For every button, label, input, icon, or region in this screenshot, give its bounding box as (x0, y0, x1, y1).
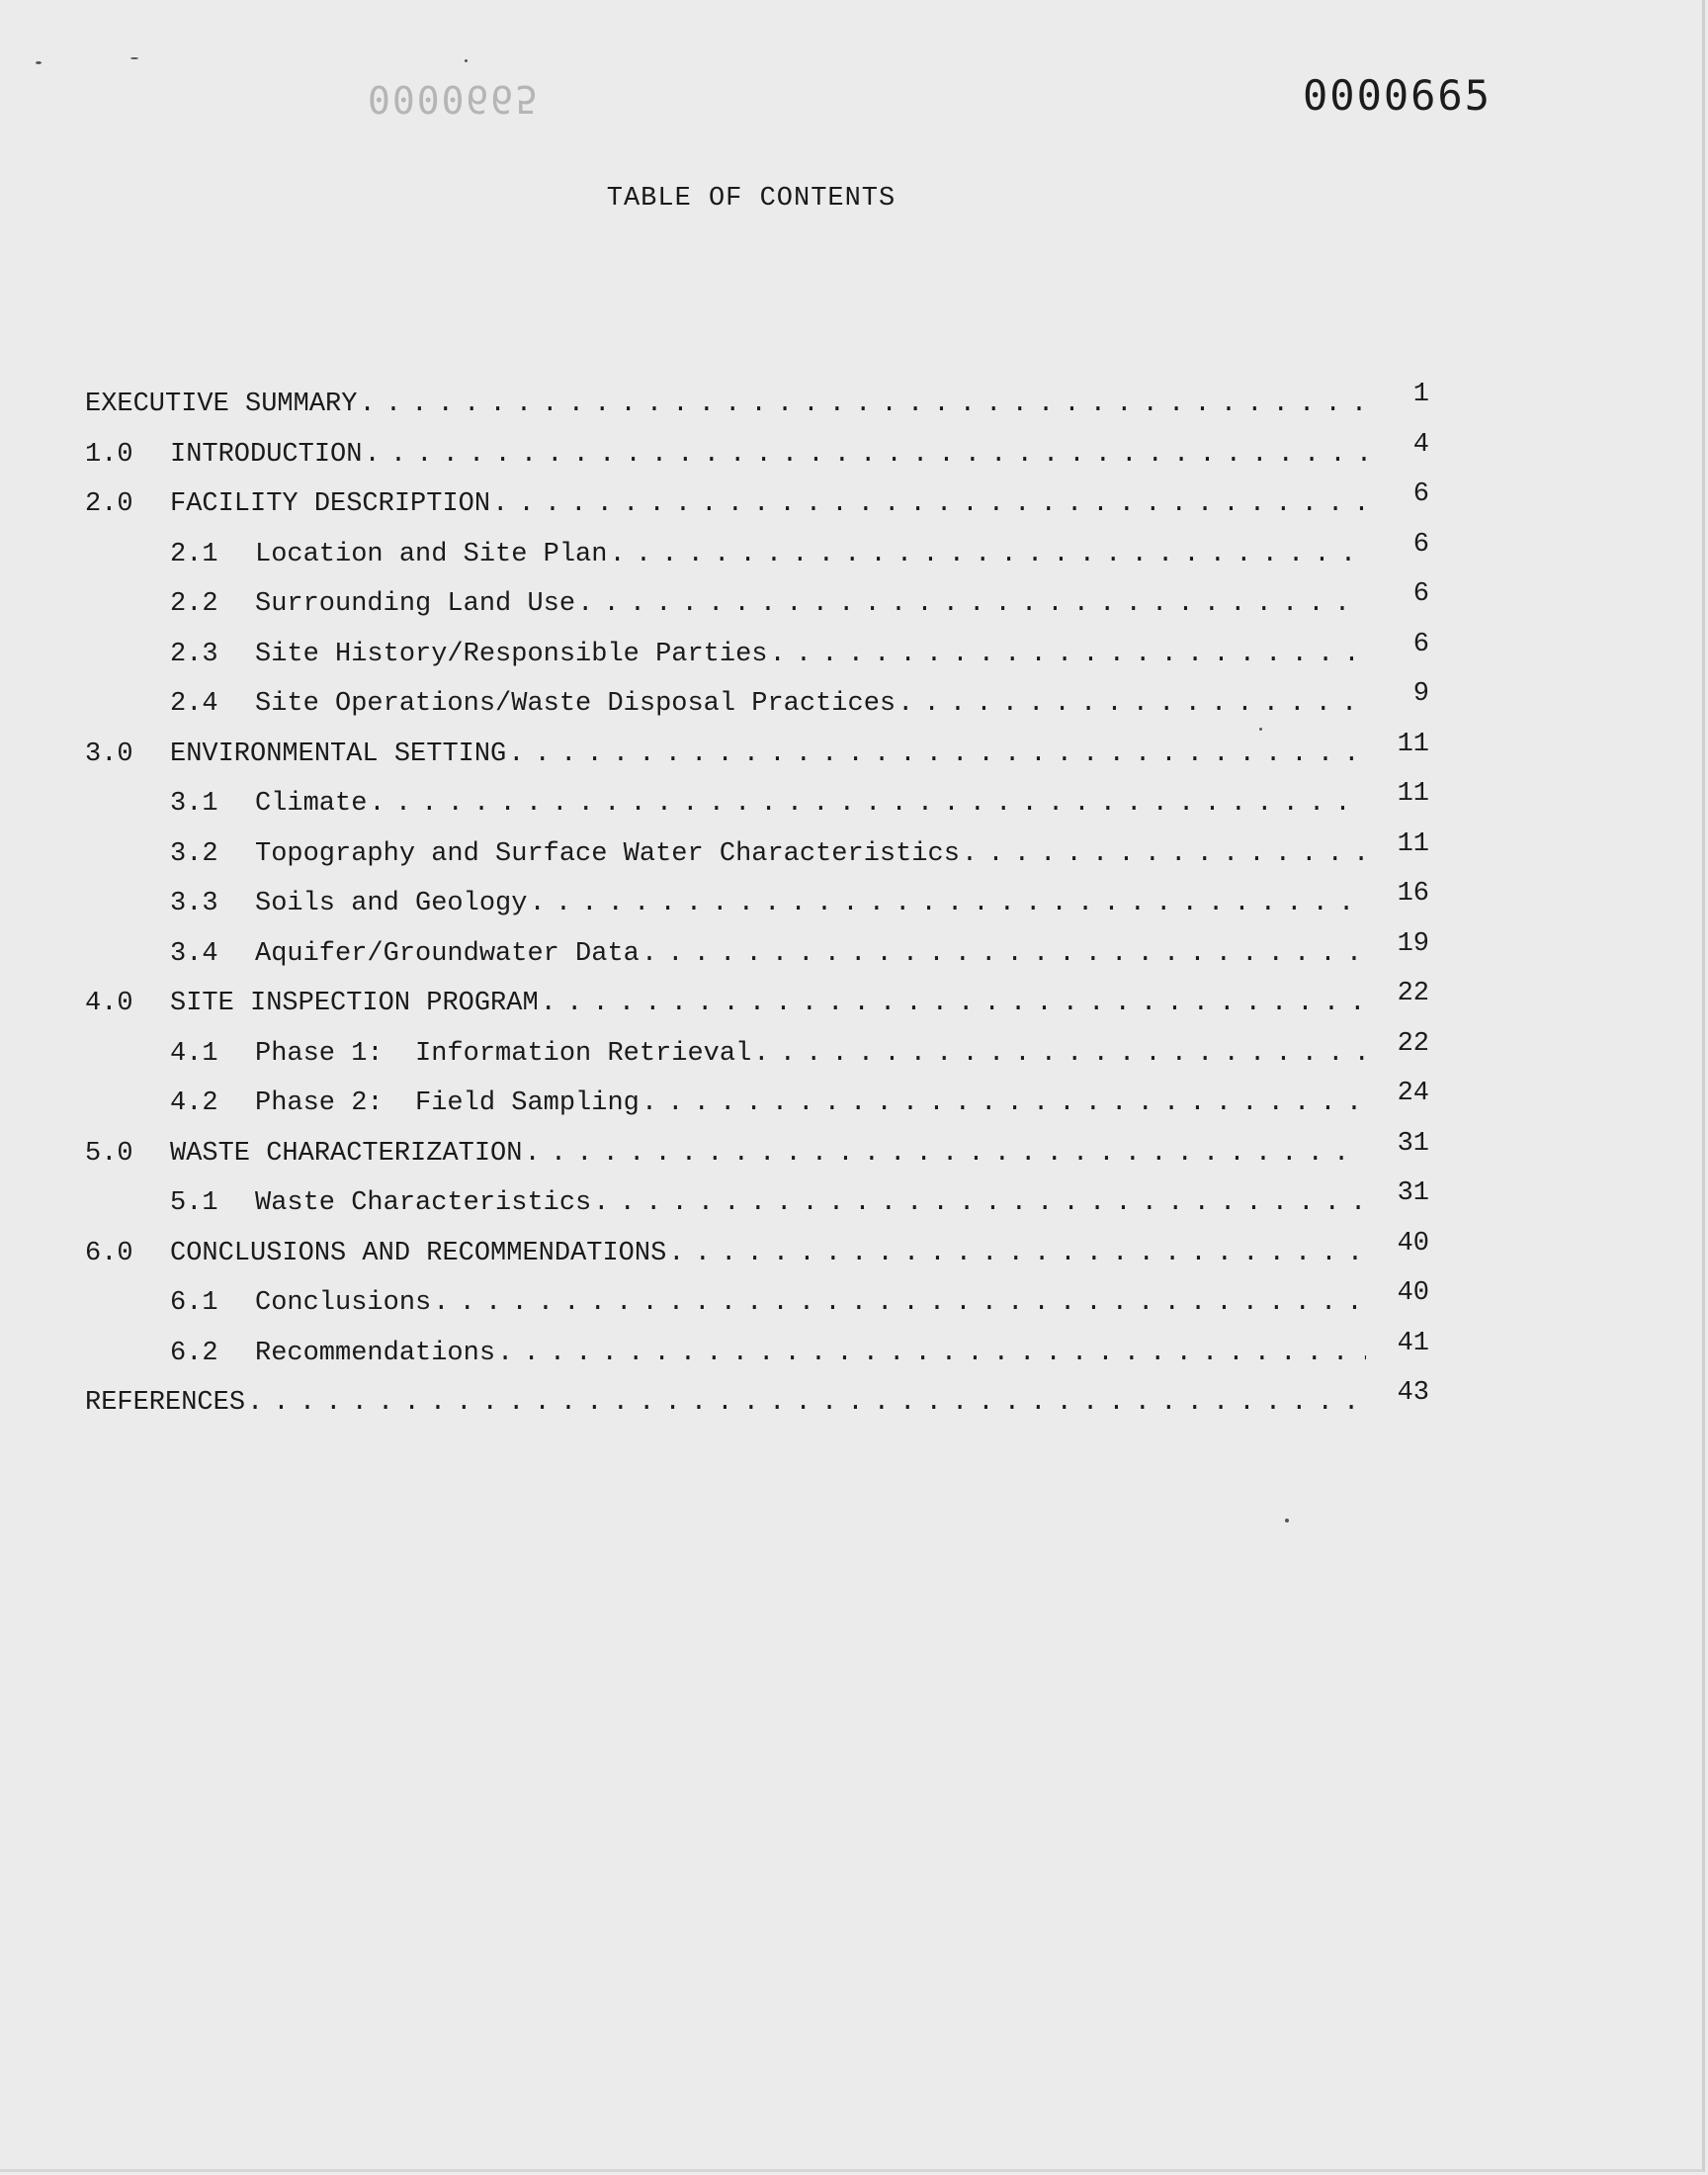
table-of-contents (85, 380, 1429, 1438)
toc-page-number: 16 (1397, 879, 1429, 909)
toc-section-number: 6.1 (170, 1288, 218, 1318)
dot-leader (593, 1188, 1366, 1218)
scan-speck (130, 57, 138, 59)
toc-entry (85, 928, 1429, 990)
toc-page-number: 6 (1412, 579, 1429, 609)
toc-page-number: 22 (1397, 1028, 1429, 1059)
dot-leader (364, 440, 1366, 470)
toc-section-title: Waste Characteristics (255, 1188, 592, 1218)
toc-page-number: 31 (1397, 1178, 1429, 1208)
toc-page-number: 24 (1397, 1079, 1429, 1108)
toc-section-number: 6.0 (85, 1238, 133, 1268)
toc-section-number: 2.3 (170, 639, 218, 669)
toc-section-title: Topography and Surface Water Characteristics (255, 838, 960, 869)
toc-section-title: WASTE CHARACTERIZATION (170, 1138, 523, 1169)
toc-section-number: 3.3 (170, 889, 218, 918)
toc-section-number: 2.0 (85, 489, 133, 519)
scan-speck (1259, 728, 1262, 731)
toc-page-number: 11 (1397, 828, 1429, 859)
toc-entry (85, 579, 1429, 640)
toc-page-number: 9 (1412, 679, 1429, 709)
toc-page-number: 1 (1412, 380, 1429, 409)
toc-page-number: 43 (1397, 1378, 1429, 1408)
scan-speck (465, 59, 468, 62)
toc-entry (85, 1028, 1429, 1089)
toc-entry (85, 679, 1429, 740)
toc-page-number: 4 (1412, 429, 1429, 460)
toc-section-title: INTRODUCTION (170, 439, 363, 470)
toc-entry (85, 429, 1429, 490)
toc-section-title: Conclusions (255, 1288, 432, 1318)
toc-section-number: 3.1 (170, 789, 218, 819)
toc-section-title: Soils and Geology (255, 889, 528, 918)
dot-leader (897, 689, 1366, 719)
dot-leader (668, 1239, 1366, 1268)
toc-section-title: Phase 2: Field Sampling (255, 1088, 640, 1118)
toc-entry (85, 729, 1429, 790)
toc-section-title: Site Operations/Waste Disposal Practices (255, 689, 897, 719)
toc-section-number: 4.1 (170, 1038, 218, 1069)
dot-leader (247, 1388, 1366, 1418)
toc-entry (85, 828, 1429, 890)
toc-section-title: REFERENCES (85, 1388, 246, 1418)
toc-entry (85, 1328, 1429, 1389)
toc-entry (85, 1278, 1429, 1339)
page-title: TABLE OF CONTENTS (606, 184, 897, 214)
toc-page-number: 40 (1397, 1278, 1429, 1308)
toc-section-title: Aquifer/Groundwater Data (255, 938, 640, 969)
scan-speck (1285, 1519, 1289, 1522)
toc-entry (85, 479, 1429, 540)
toc-entry (85, 1378, 1429, 1438)
toc-section-title: FACILITY DESCRIPTION (170, 489, 491, 519)
toc-section-number: 4.2 (170, 1088, 218, 1118)
toc-section-title: EXECUTIVE SUMMARY (85, 390, 358, 419)
toc-section-title: ENVIRONMENTAL SETTING (170, 739, 507, 769)
toc-page-number: 19 (1397, 928, 1429, 959)
toc-page-number: 11 (1397, 729, 1429, 759)
toc-section-number: 6.2 (170, 1338, 218, 1368)
toc-page-number: 6 (1412, 529, 1429, 560)
toc-section-number: 5.0 (85, 1138, 133, 1169)
toc-page-number: 6 (1412, 629, 1429, 659)
dot-leader (492, 489, 1366, 519)
toc-section-title: Phase 1: Information Retrieval (255, 1038, 752, 1069)
toc-entry (85, 879, 1429, 939)
toc-entry (85, 1128, 1429, 1189)
toc-section-number: 4.0 (85, 989, 133, 1018)
dot-leader (609, 540, 1366, 569)
dot-leader (769, 640, 1366, 669)
dot-leader (497, 1339, 1366, 1368)
toc-entry (85, 629, 1429, 690)
dot-leader (524, 1139, 1366, 1169)
toc-section-number: 5.1 (170, 1188, 218, 1218)
toc-page-number: 41 (1397, 1328, 1429, 1358)
toc-entry (85, 1079, 1429, 1139)
dot-leader (641, 1088, 1366, 1118)
toc-entry (85, 779, 1429, 839)
toc-section-number: 3.0 (85, 739, 133, 769)
dot-leader (508, 740, 1366, 769)
dot-leader (577, 589, 1366, 619)
dot-leader (359, 390, 1366, 419)
dot-leader (753, 1039, 1366, 1069)
toc-section-number: 3.2 (170, 838, 218, 869)
toc-page-number: 11 (1397, 779, 1429, 809)
toc-section-number: 1.0 (85, 439, 133, 470)
toc-page-number: 22 (1397, 979, 1429, 1008)
toc-section-number: 2.2 (170, 589, 218, 619)
toc-entry (85, 1228, 1429, 1289)
toc-entry (85, 1178, 1429, 1239)
toc-page-number: 31 (1397, 1128, 1429, 1159)
toc-section-title: SITE INSPECTION PROGRAM (170, 989, 539, 1018)
toc-entry (85, 979, 1429, 1039)
toc-section-title: Site History/Responsible Parties (255, 639, 768, 669)
toc-page-number: 6 (1412, 479, 1429, 509)
dot-leader (641, 939, 1366, 969)
dot-leader (529, 889, 1366, 918)
faint-bates-stamp: 0000665 (368, 77, 541, 121)
bates-page-number: 0000665 (1303, 71, 1493, 120)
dot-leader (369, 789, 1366, 819)
scan-speck (36, 61, 42, 64)
toc-section-title: Climate (255, 789, 368, 819)
dot-leader (433, 1288, 1366, 1318)
toc-section-title: Location and Site Plan (255, 539, 608, 569)
toc-section-number: 3.4 (170, 938, 218, 969)
dot-leader (962, 839, 1366, 869)
toc-entry (85, 529, 1429, 590)
toc-section-number: 2.4 (170, 689, 218, 719)
toc-section-title: Recommendations (255, 1338, 496, 1368)
toc-section-title: Surrounding Land Use (255, 589, 576, 619)
toc-section-title: CONCLUSIONS AND RECOMMENDATIONS (170, 1238, 667, 1268)
toc-entry (85, 380, 1429, 440)
toc-page-number: 40 (1397, 1228, 1429, 1259)
dot-leader (541, 989, 1366, 1018)
toc-section-number: 2.1 (170, 539, 218, 569)
